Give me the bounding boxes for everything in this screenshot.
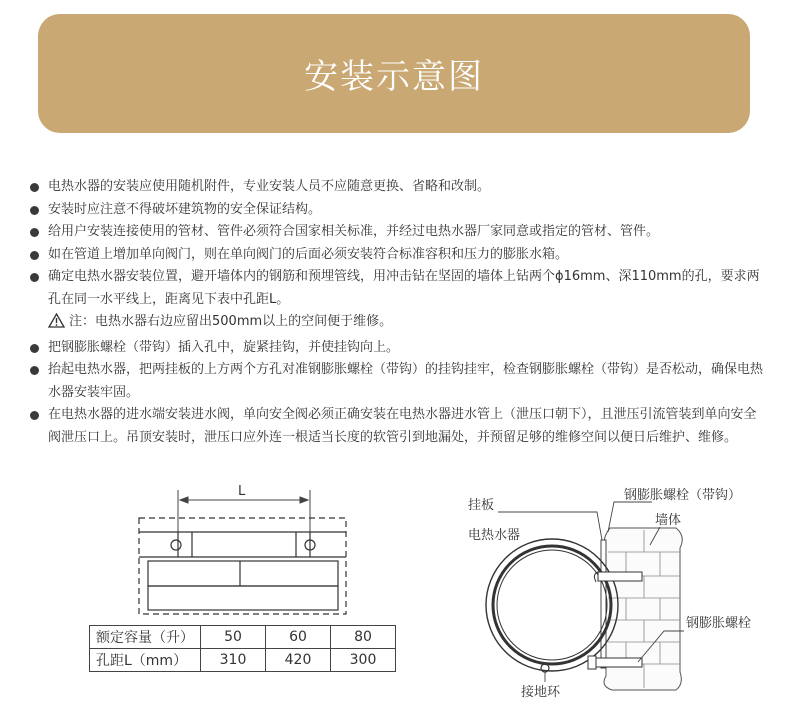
note-text: 确定电热水器安装位置，避开墙体内的钢筋和预埋管线，用冲击钻在坚固的墙体上钻两个ϕ16mm、深110mm的孔，要求两孔在同一水平线上，距离见下表中孔距L。 bbox=[48, 269, 760, 307]
label-heater: 电热水器 bbox=[468, 528, 521, 543]
spec-table bbox=[89, 625, 396, 672]
ground-ring-icon bbox=[541, 664, 549, 672]
bullet-icon bbox=[30, 251, 39, 260]
heater-body bbox=[148, 561, 338, 610]
note-text: 安装时应注意不得破坏建筑物的安全保证结构。 bbox=[48, 201, 322, 217]
table-cell: 310 bbox=[201, 649, 266, 672]
heater-circle bbox=[486, 539, 618, 671]
list-item bbox=[30, 337, 768, 360]
bullet-icon bbox=[30, 183, 39, 192]
list-item bbox=[30, 199, 768, 222]
list-item bbox=[30, 359, 768, 404]
table-header-cell: 额定容量（升） bbox=[90, 626, 201, 649]
note-text: 在电热水器的进水端安装进水阀，单向安全阀必须正确安装在电热水器进水管上（泄压口朝下），且泄压引流管装到单向安全阀泄压口上。吊顶安装时，泄压口应外连一根适当长度的软管引到地漏处，并预留足够的维修空间以便日后维护、维修。 bbox=[48, 407, 757, 445]
table-cell: 80 bbox=[331, 626, 396, 649]
note-text: 抬起电热水器，把两挂板的上方两个方孔对准钢膨胀螺栓（带钩）的挂钩挂牢，检查钢膨胀螺栓（带钩）是否松动，确保电热水器安装牢固。 bbox=[48, 362, 764, 400]
bullet-icon bbox=[30, 366, 39, 375]
dimension-line bbox=[178, 490, 310, 540]
heater-outline bbox=[139, 518, 346, 614]
warning-triangle-icon bbox=[48, 313, 65, 337]
label-bolt: 钢膨胀螺栓 bbox=[686, 616, 752, 631]
hanging-plate bbox=[601, 540, 606, 668]
label-hanging-plate: 挂板 bbox=[468, 498, 495, 513]
list-item bbox=[30, 176, 768, 199]
label-ground-ring: 接地环 bbox=[521, 685, 561, 700]
bullet-icon bbox=[30, 206, 39, 215]
note-text: 把钢膨胀螺栓（带钩）插入孔中，旋紧挂钩，并使挂钩向上。 bbox=[48, 339, 400, 355]
expansion-bolt bbox=[588, 656, 642, 669]
bullet-icon bbox=[30, 273, 39, 282]
hook-bolt bbox=[594, 572, 642, 582]
list-item bbox=[30, 266, 768, 311]
list-item bbox=[30, 221, 768, 244]
table-cell: 420 bbox=[266, 649, 331, 672]
table-header-cell: 孔距L（mm） bbox=[90, 649, 201, 672]
title-banner bbox=[38, 14, 750, 133]
bullet-icon bbox=[30, 228, 39, 237]
bullet-icon bbox=[30, 344, 39, 353]
list-item bbox=[30, 404, 768, 449]
label-hook-bolt: 钢膨胀螺栓（带钩） bbox=[624, 488, 742, 503]
hanging-plate bbox=[139, 532, 346, 557]
leader-lines bbox=[498, 502, 684, 682]
table-row bbox=[90, 649, 396, 672]
wall bbox=[604, 528, 683, 690]
page-title: 安装示意图 bbox=[304, 57, 484, 97]
table-cell: 50 bbox=[201, 626, 266, 649]
note-text: 电热水器的安装应使用随机附件，专业安装人员不应随意更换、省略和改制。 bbox=[48, 179, 491, 194]
bullet-icon bbox=[30, 411, 39, 420]
dimension-label: L bbox=[238, 484, 246, 499]
table-cell: 300 bbox=[331, 649, 396, 672]
table-cell: 60 bbox=[266, 626, 331, 649]
installation-notes bbox=[30, 176, 768, 449]
list-item bbox=[30, 244, 768, 267]
table-row bbox=[90, 626, 396, 649]
warning-note bbox=[30, 311, 768, 337]
note-text: 如在管道上增加单向阀门，则在单向阀门的后面必须安装符合标准容积和压力的膨胀水箱。 bbox=[48, 246, 569, 262]
warning-text: 注：电热水器右边应留出500mm以上的空间便于维修。 bbox=[69, 314, 393, 329]
note-text: 给用户安装连接使用的管材、管件必须符合国家相关标准，并经过电热水器厂家同意或指定的管材、管件。 bbox=[48, 224, 660, 239]
label-wall: 墙体 bbox=[655, 513, 682, 528]
